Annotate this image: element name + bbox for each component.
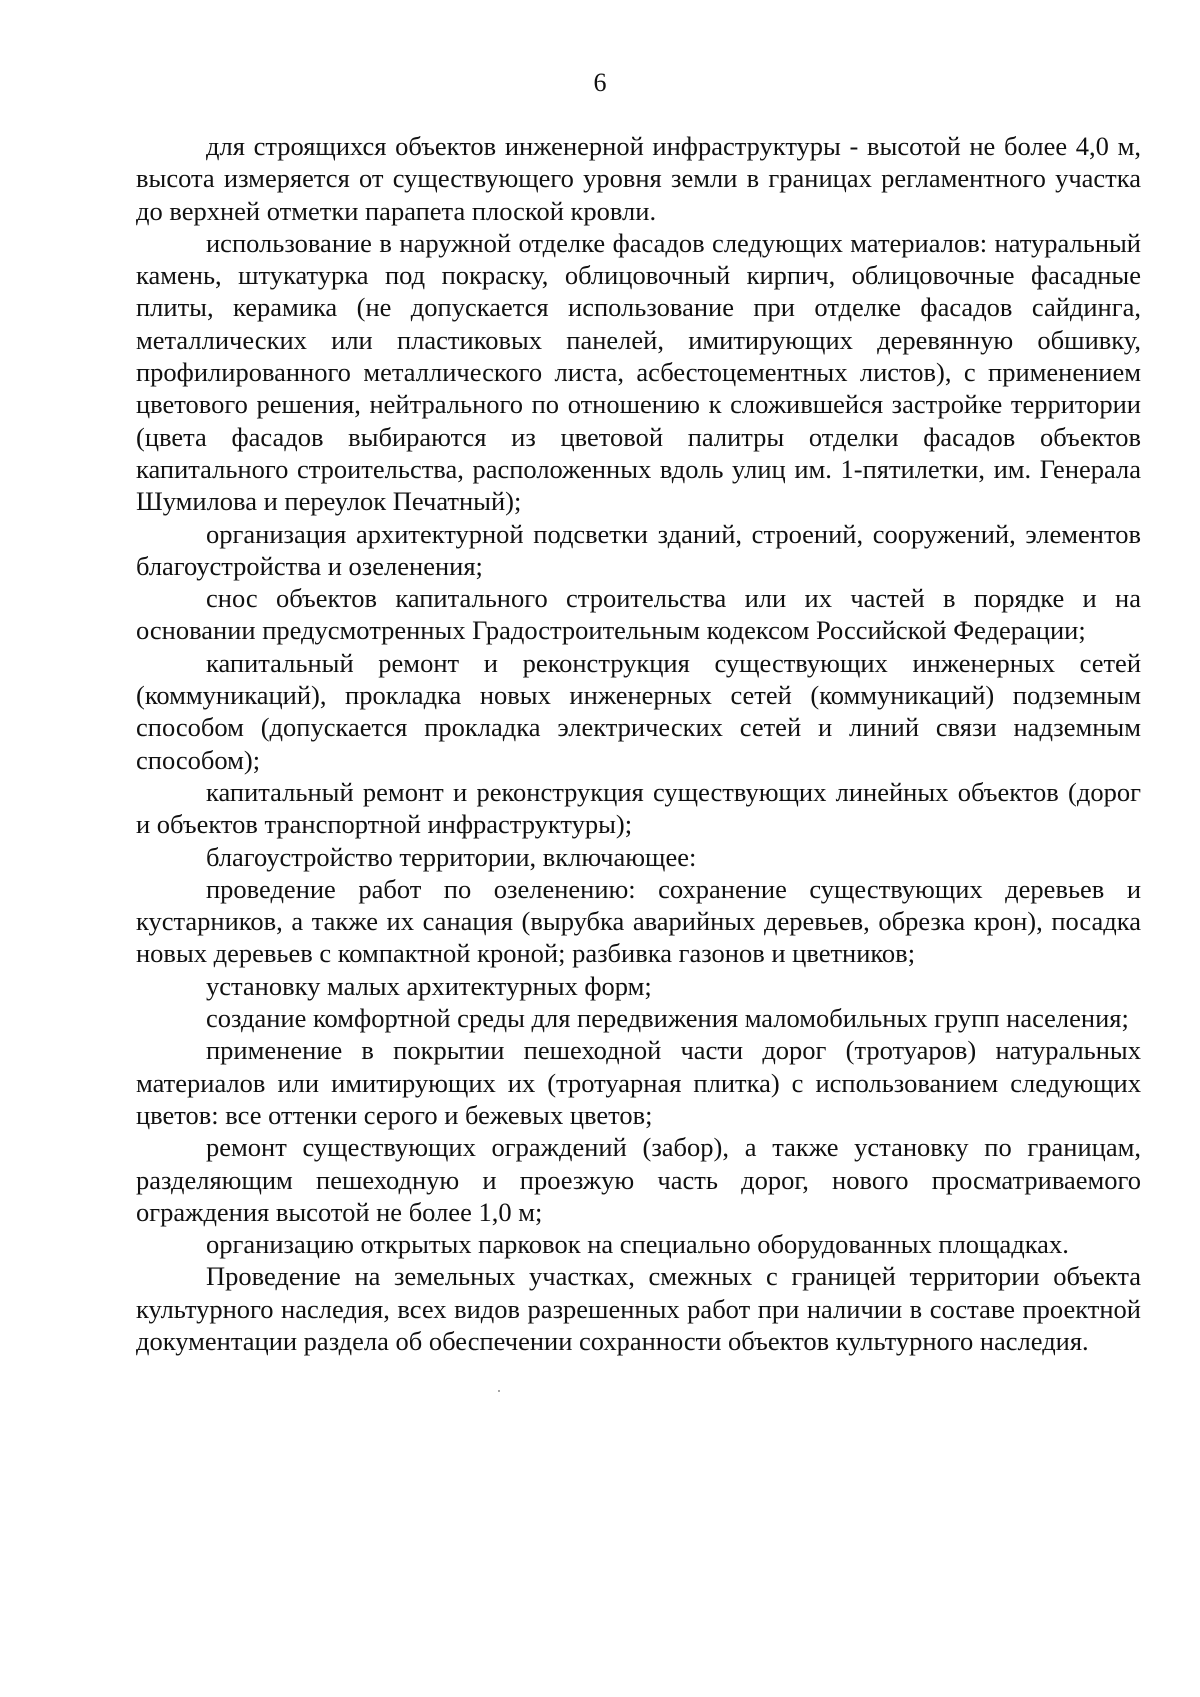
paragraph-fences: ремонт существующих ограждений (забор), а также установку по границам, разделяющим пешеходную и проезжую часть дорог, нового просматриваемого ограждения высотой не более 1,0 м; <box>136 1132 1141 1227</box>
page-number: 6 <box>593 68 607 97</box>
paragraph-accessibility: создание комфортной среды для передвижения маломобильных групп населения; <box>206 1003 1129 1034</box>
paragraph-utility-networks: капитальный ремонт и реконструкция существующих инженерных сетей (коммуникаций), прокладка новых инженерных сетей (коммуникаций) подземным способом (допускается прокладка электрических сетей и линий связи надземным способом); <box>136 647 1141 775</box>
document-body <box>136 130 1141 1357</box>
paragraph-engineering-height: для строящихся объектов инженерной инфраструктуры - высотой не более 4,0 м, высота измеряется от существующего уровня земли в границах регламентного участка до верхней отметки парапета плоской кровли. <box>136 131 1141 226</box>
paragraph-facade-materials: использование в наружной отделке фасадов следующих материалов: натуральный камень, штукатурка под покраску, облицовочный кирпич, облицовочные фасадные плиты, керамика (не допускается использование при отделке фасадов сайдинга, металлических или пластиковых панелей, имитирующих деревянную обшивку, профилированного металлического листа, асбестоцементных листов), с применением цветового решения, нейтрального по отношению к сложившейся застройке территории (цвета фасадов выбираются из цветовой палитры отделки фасадов объектов капитального строительства, расположенных вдоль улиц им. 1-пятилетки, им. Генерала Шумилова и переулок Печатный); <box>136 227 1141 517</box>
paragraph-parking: организацию открытых парковок на специально оборудованных площадках. <box>206 1229 1069 1260</box>
paragraph-small-forms: установку малых архитектурных форм; <box>206 970 652 1001</box>
paragraph-landscaping-intro: благоустройство территории, включающее: <box>206 841 697 872</box>
paragraph-greening: проведение работ по озеленению: сохранение существующих деревьев и кустарников, а также их санация (вырубка аварийных деревьев, обрезка крон), посадка новых деревьев с компактной кроной; разбивка газонов и цветников; <box>136 873 1141 969</box>
paragraph-pavement: применение в покрытии пешеходной части дорог (тротуаров) натуральных материалов или имитирующих их (тротуарная плитка) с использованием следующих цветов: все оттенки серого и бежевых цветов; <box>136 1035 1141 1130</box>
paragraph-linear-objects: капитальный ремонт и реконструкция существующих линейных объектов (дорог и объектов транспортной инфраструктуры); <box>136 776 1141 840</box>
paragraph-adjacent-plots: Проведение на земельных участках, смежных с границей территории объекта культурного наследия, всех видов разрешенных работ при наличии в составе проектной документации раздела об обеспечении сохранности объектов культурного наследия. <box>136 1261 1141 1356</box>
scan-speck <box>498 1390 500 1392</box>
paragraph-demolition: снос объектов капитального строительства или их частей в порядке и на основании предусмотренных Градостроительным кодексом Российской Федерации; <box>136 583 1141 646</box>
paragraph-lighting: организация архитектурной подсветки зданий, строений, сооружений, элементов благоустройства и озеленения; <box>136 518 1141 581</box>
